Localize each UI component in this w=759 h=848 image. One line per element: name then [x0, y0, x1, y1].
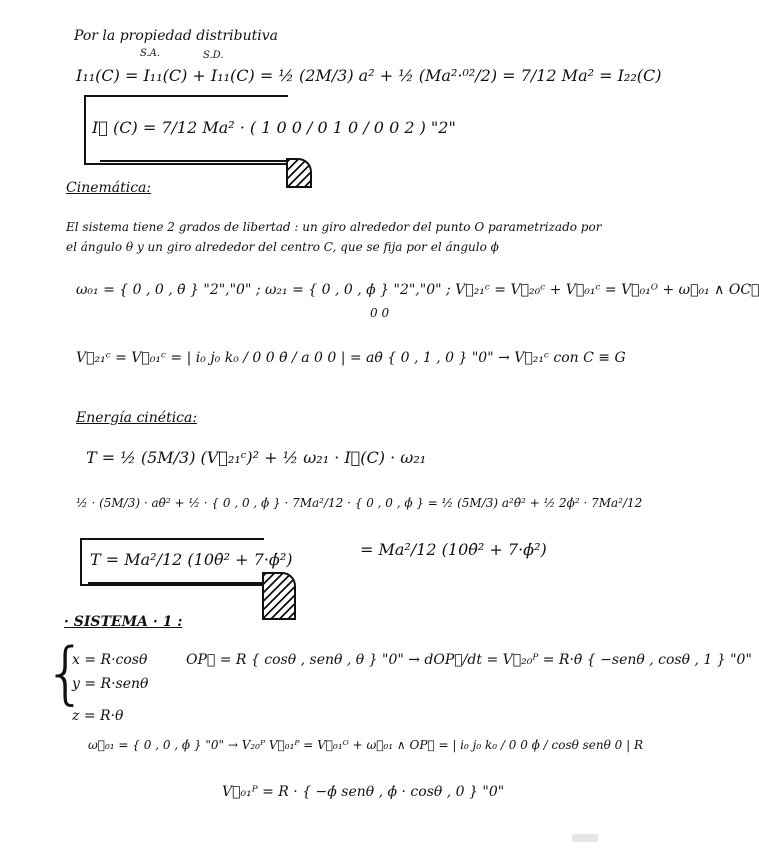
label-sd: S.D.: [203, 50, 224, 61]
param-y: y = R·senθ: [72, 676, 149, 692]
cinematica-text-1: El sistema tiene 2 grados de libertad : un giro alrededor del punto O parametrizado por: [66, 220, 602, 234]
label-sa: S.A.: [140, 48, 161, 59]
scanner-watermark: [572, 834, 598, 842]
hatch-mark-2: [262, 572, 296, 620]
velocity-p-result: V⃗₀₁ᴾ = R · { −ϕ̇ senθ , ϕ̇ · cosθ , 0 } "0": [222, 784, 505, 800]
energia-title: Energía cinética:: [76, 410, 198, 426]
zero-markers: 0 0: [370, 306, 390, 320]
energy-box-underline: [88, 582, 262, 584]
kinetic-energy-expanded: ½ · (5M/3) · aθ̇² + ½ · { 0 , 0 , ϕ̇ } · 7Ma²/12 · { 0 , 0 , ϕ̇ } = ½ (5M/3) a²θ̇² + ½ 2ϕ̇² · 7Ma²/12: [76, 496, 643, 510]
cinematica-text-2: el ángulo θ y un giro alrededor del centro C, que se fija por el ángulo ϕ: [66, 240, 499, 254]
inertia-tensor: I⃡ (C) = 7/12 Ma² · ( 1 0 0 / 0 1 0 / 0 0 2 ) "2": [92, 118, 456, 137]
hatch-mark: [286, 158, 312, 188]
position-vector-eq: OP⃗ = R { cosθ , senθ , θ } "0" → dOP⃗/dt = V⃗₂₀ᴾ = R·θ̇ { −senθ , cosθ , 1 } "0": [186, 652, 752, 668]
kinetic-energy-result: T = Ma²/12 (10θ̇² + 7·ϕ̇²): [90, 550, 293, 569]
param-z: z = R·θ: [72, 708, 124, 724]
kinetic-energy-def: T = ½ (5M/3) (V⃗₂₁ᶜ)² + ½ ω₂₁ · I⃡(C) · ω₂₁: [86, 448, 427, 467]
velocity-determinant: V⃗₂₁ᶜ = V⃗₀₁ᶜ = | i₀ j₀ k₀ / 0 0 θ̇ / a 0 0 | = aθ̇ { 0 , 1 , 0 } "0" → V⃗₂₁ᶜ con C ≡ G: [76, 350, 626, 366]
cinematica-title: Cinemática:: [66, 180, 152, 196]
angular-velocity-equation: ω₀₁ = { 0 , 0 , θ̇ } "2","0" ; ω₂₁ = { 0 , 0 , ϕ̇ } "2","0" ; V⃗₂₁ᶜ = V⃗₂₀ᶜ + V⃗₀₁ᶜ = V⃗₀₁ᴼ + ω⃗₀₁ ∧ OC⃗: [76, 282, 759, 298]
kinetic-energy-result-2: = Ma²/12 (10θ̇² + 7·ϕ̇²): [360, 540, 547, 559]
inertia-equation: I₁₁(C) = I₁₁(C) + I₁₁(C) = ½ (2M/3) a² + ½ (Ma²·⁰²/2) = 7/12 Ma² = I₂₂(C): [76, 66, 662, 85]
box-underline: [100, 160, 286, 162]
system-brace: {: [44, 634, 88, 713]
sistema-title: · SISTEMA · 1 :: [64, 614, 183, 630]
param-x: x = R·cosθ: [72, 652, 148, 668]
velocity-p-eq: ω⃗₀₁ = { 0 , 0 , ϕ̇ } "0" → V₂₀ᴾ V⃗₀₁ᴾ = V⃗₀₁ᴼ + ω⃗₀₁ ∧ OP⃗ = | i₀ j₀ k₀ / 0 0 ϕ̇ / cosθ senθ 0 | R: [88, 738, 644, 752]
intro-line: Por la propiedad distributiva: [74, 28, 278, 44]
